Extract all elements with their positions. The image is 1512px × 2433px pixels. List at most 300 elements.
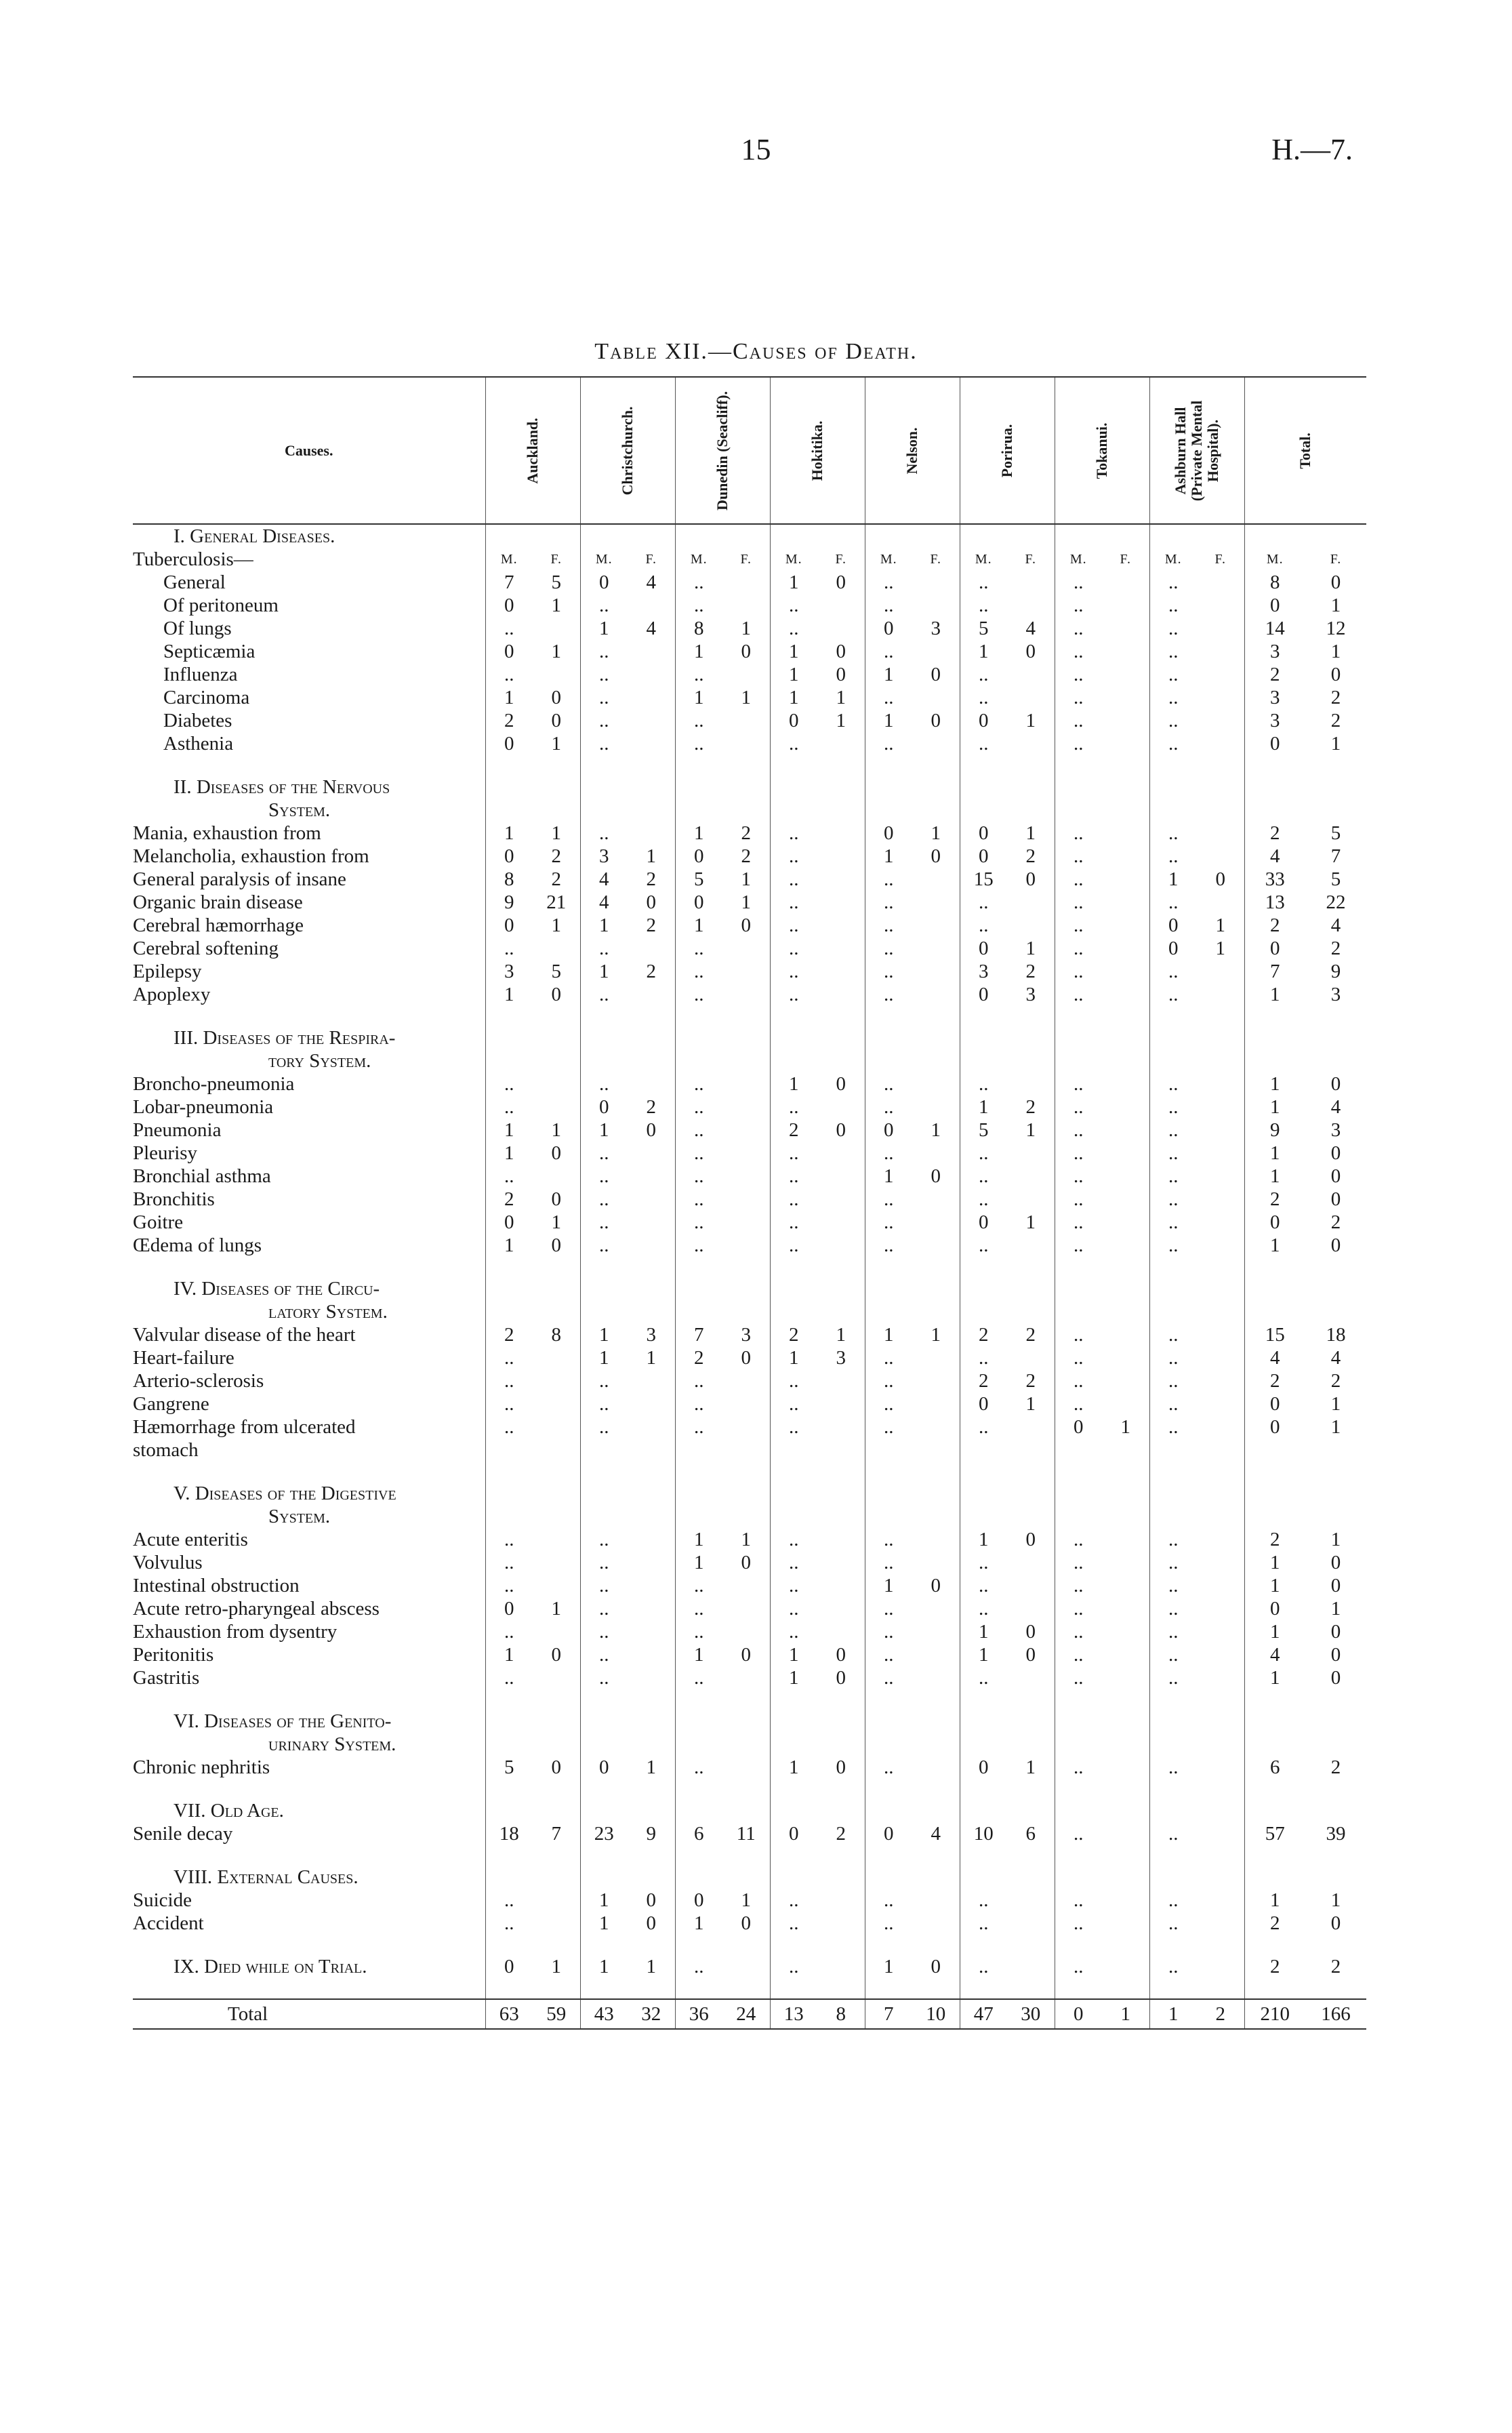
- male-count-cell: ..: [865, 1369, 912, 1392]
- female-count-cell: [817, 983, 865, 1006]
- female-count-cell: [722, 1119, 770, 1142]
- table-row: [133, 1095, 1366, 1119]
- empty-cell: [1055, 799, 1102, 822]
- table-row: [133, 709, 1366, 732]
- spacer-cell: [1305, 1935, 1366, 1955]
- male-count-cell: 1: [1244, 1620, 1305, 1643]
- empty-cell: [675, 799, 722, 822]
- empty-cell: [628, 1277, 675, 1300]
- female-count-cell: [628, 1415, 675, 1439]
- spacer-row: [133, 1462, 1366, 1482]
- male-count-cell: ..: [1055, 1528, 1102, 1551]
- empty-cell: [722, 1300, 770, 1323]
- male-count-cell: 5: [960, 617, 1007, 640]
- female-count-cell: 0: [551, 687, 561, 708]
- male-count-cell: ..: [960, 594, 1007, 617]
- spacer-cell: [1149, 1689, 1197, 1710]
- table-title-numeral: XII.: [665, 339, 708, 364]
- female-count-cell: [817, 1095, 865, 1119]
- spacer-cell: [722, 1935, 770, 1955]
- male-count-cell: 3: [485, 960, 533, 983]
- female-count-cell: 2: [1330, 1756, 1341, 1778]
- cause-label: Of lungs: [163, 618, 232, 639]
- female-count-cell: 1: [551, 733, 561, 755]
- female-count-cell: [1197, 1369, 1244, 1392]
- female-count-cell: [1007, 663, 1055, 686]
- female-count-cell: [1007, 1439, 1055, 1462]
- male-count-cell: ..: [485, 1666, 533, 1689]
- female-count-cell: [628, 1392, 675, 1415]
- male-count-cell: 1: [675, 822, 722, 845]
- male-count-cell: ..: [1055, 617, 1102, 640]
- male-count-cell: 0: [960, 845, 1007, 868]
- empty-cell: [580, 799, 628, 822]
- section-heading-row: [133, 1505, 1366, 1528]
- female-count-cell: 1: [741, 891, 751, 913]
- female-count-cell: 1: [836, 710, 846, 731]
- spacer-cell: [1055, 1935, 1102, 1955]
- spacer-cell: [912, 1257, 960, 1277]
- female-count-cell: 12: [1326, 618, 1346, 639]
- female-count-cell: [1007, 1666, 1055, 1689]
- female-count-cell: 2: [646, 914, 656, 936]
- male-count-cell: 36: [675, 1999, 722, 2029]
- spacer-cell: [1149, 1845, 1197, 1866]
- spacer-cell: [722, 1845, 770, 1866]
- female-count-cell: 0: [1330, 1644, 1341, 1666]
- female-count-cell: 1: [551, 595, 561, 616]
- empty-cell: [485, 1710, 533, 1733]
- female-count-cell: [1197, 1323, 1244, 1346]
- male-count-cell: 57: [1244, 1822, 1305, 1845]
- female-count-cell: [1197, 1211, 1244, 1234]
- female-count-cell: 1: [1330, 1889, 1341, 1911]
- female-count-cell: [817, 1165, 865, 1188]
- male-count-cell: ..: [865, 1095, 912, 1119]
- male-count-cell: 0: [865, 1822, 912, 1845]
- female-count-cell: [628, 1551, 675, 1574]
- cause-label: Heart-failure: [133, 1347, 234, 1369]
- male-count-cell: ..: [1149, 1211, 1197, 1234]
- cause-label: Hæmorrhage from ulcerated: [133, 1416, 356, 1438]
- empty-cell: [1305, 1049, 1366, 1072]
- male-count-cell: 10: [960, 1822, 1007, 1845]
- empty-cell: [1149, 776, 1197, 799]
- male-count-cell: ..: [960, 663, 1007, 686]
- male-count-cell: 0: [960, 1211, 1007, 1234]
- female-count-cell: 0: [741, 1552, 751, 1573]
- spacer-row: [133, 1845, 1366, 1866]
- empty-cell: [1244, 1482, 1305, 1505]
- female-count-cell: 2: [1330, 1370, 1341, 1392]
- female-count-cell: [722, 732, 770, 755]
- female-count-cell: 1: [1025, 1211, 1036, 1233]
- empty-cell: [912, 1049, 960, 1072]
- female-count-cell: 1: [1330, 1416, 1341, 1438]
- female-count-cell: [817, 1142, 865, 1165]
- empty-cell: [485, 1026, 533, 1049]
- empty-cell: [675, 1277, 722, 1300]
- male-count-cell: 1: [485, 1643, 533, 1666]
- female-count-cell: 0: [1330, 664, 1341, 685]
- male-count-cell: 7: [865, 1999, 912, 2029]
- spacer-cell: [722, 1257, 770, 1277]
- spacer-cell: [960, 1462, 1007, 1482]
- spacer-cell: [722, 1779, 770, 1799]
- female-count-cell: [533, 1392, 580, 1415]
- empty-cell: [533, 799, 580, 822]
- female-count-cell: [1102, 1889, 1149, 1912]
- empty-cell: [912, 1710, 960, 1733]
- empty-cell: [628, 1300, 675, 1323]
- empty-cell: [817, 1799, 865, 1822]
- female-count-cell: [1007, 891, 1055, 914]
- female-count-cell: [1197, 1756, 1244, 1779]
- spacer-cell: [1149, 1935, 1197, 1955]
- male-count-cell: ..: [580, 640, 628, 663]
- male-count-cell: 0: [485, 1955, 533, 1978]
- female-count-cell: 3: [1330, 1119, 1341, 1141]
- female-count-cell: 0: [1025, 1644, 1036, 1666]
- spacer-cell: [912, 755, 960, 776]
- male-count-cell: ..: [960, 891, 1007, 914]
- male-count-cell: ..: [485, 1095, 533, 1119]
- male-count-cell: 1: [960, 1095, 1007, 1119]
- female-count-cell: 0: [1330, 571, 1341, 593]
- section-heading-row: [133, 1049, 1366, 1072]
- empty-cell: [865, 1300, 912, 1323]
- male-count-cell: ..: [1055, 732, 1102, 755]
- female-count-cell: [628, 663, 675, 686]
- cause-label: Volvulus: [133, 1552, 203, 1573]
- spacer-cell: [1197, 1006, 1244, 1026]
- male-count-cell: ..: [1055, 1889, 1102, 1912]
- spacer-cell: [1102, 1462, 1149, 1482]
- female-count-cell: [1197, 1643, 1244, 1666]
- male-count-cell: ..: [865, 1666, 912, 1689]
- male-count-cell: 1: [580, 1346, 628, 1369]
- spacer-cell: [770, 1845, 817, 1866]
- male-count-cell: [865, 1439, 912, 1462]
- spacer-cell: [533, 1779, 580, 1799]
- cause-label: Arterio-sclerosis: [133, 1370, 264, 1392]
- male-count-cell: 0: [1244, 1415, 1305, 1439]
- female-count-cell: [1007, 1574, 1055, 1597]
- cause-label: Chronic nephritis: [133, 1756, 270, 1778]
- empty-cell: [1244, 1733, 1305, 1756]
- male-count-cell: 4: [1244, 1346, 1305, 1369]
- male-count-cell: ..: [675, 1072, 722, 1095]
- female-count-cell: 0: [931, 1165, 941, 1187]
- female-count-cell: 3: [1330, 984, 1341, 1005]
- cause-label: Valvular disease of the heart: [133, 1324, 356, 1346]
- table-row: [133, 1439, 1366, 1462]
- male-count-cell: 3: [1244, 640, 1305, 663]
- empty-cell: [485, 1866, 533, 1889]
- spacer-row: [133, 1779, 1366, 1799]
- empty-cell: [912, 1300, 960, 1323]
- male-count-cell: [485, 1439, 533, 1462]
- section-heading-row: [133, 1300, 1366, 1323]
- female-count-cell: [722, 1142, 770, 1165]
- male-count-cell: ..: [1149, 1392, 1197, 1415]
- empty-cell: [912, 776, 960, 799]
- empty-cell: [1102, 1710, 1149, 1733]
- table-row: [133, 1551, 1366, 1574]
- male-count-cell: ..: [1149, 1574, 1197, 1597]
- spacer-cell: [960, 1006, 1007, 1026]
- cause-label: Mania, exhaustion from: [133, 822, 321, 844]
- female-count-cell: 2: [646, 1096, 656, 1118]
- empty-cell: [865, 776, 912, 799]
- male-count-cell: ..: [770, 983, 817, 1006]
- cause-label: Suicide: [133, 1889, 192, 1911]
- female-count-cell: [533, 937, 580, 960]
- spacer-cell: [533, 1935, 580, 1955]
- empty-cell: [1197, 1482, 1244, 1505]
- section-heading: IV. Diseases of the Circu-: [173, 1278, 380, 1300]
- male-count-cell: 2: [770, 1119, 817, 1142]
- male-count-cell: ..: [580, 822, 628, 845]
- spacer-cell: [1007, 1257, 1055, 1277]
- table-row: [133, 1597, 1366, 1620]
- female-count-cell: 1: [1025, 710, 1036, 731]
- female-count-cell: [817, 868, 865, 891]
- female-count-cell: [533, 1072, 580, 1095]
- female-count-cell: [628, 983, 675, 1006]
- spacer-cell: [675, 1779, 722, 1799]
- empty-cell: [533, 1866, 580, 1889]
- page-reference: H.—7.: [1271, 133, 1353, 166]
- section-heading: I. General Diseases.: [173, 525, 335, 547]
- spacer-cell: [865, 1689, 912, 1710]
- male-count-cell: 1: [580, 1323, 628, 1346]
- female-count-cell: 0: [741, 1347, 751, 1369]
- empty-cell: [1305, 1733, 1366, 1756]
- spacer-cell: [1055, 1779, 1102, 1799]
- female-count-cell: 2: [551, 845, 561, 867]
- male-count-cell: ..: [1149, 845, 1197, 868]
- male-count-cell: ..: [770, 1574, 817, 1597]
- male-count-cell: ..: [675, 1095, 722, 1119]
- male-count-cell: 1: [770, 1666, 817, 1689]
- female-count-cell: 0: [836, 664, 846, 685]
- male-count-cell: 13: [770, 1999, 817, 2029]
- female-count-cell: [1197, 732, 1244, 755]
- empty-cell: [960, 1482, 1007, 1505]
- male-count-cell: ..: [960, 1188, 1007, 1211]
- male-count-cell: ..: [960, 1889, 1007, 1912]
- spacer-cell: [1102, 1978, 1149, 1999]
- empty-cell: [817, 1710, 865, 1733]
- empty-cell: [1102, 1300, 1149, 1323]
- male-count-cell: ..: [675, 937, 722, 960]
- female-count-cell: 8: [551, 1324, 561, 1346]
- spacer-cell: [1102, 1935, 1149, 1955]
- male-count-cell: 1: [770, 686, 817, 709]
- empty-cell: [1197, 1277, 1244, 1300]
- empty-cell: [675, 1026, 722, 1049]
- female-count-cell: 0: [931, 1575, 941, 1596]
- male-count-cell: 1: [580, 914, 628, 937]
- male-count-cell: 1: [580, 617, 628, 640]
- empty-cell: [675, 1482, 722, 1505]
- male-count-cell: 1: [1244, 1234, 1305, 1257]
- female-count-cell: 1: [1330, 733, 1341, 755]
- female-count-cell: 1: [646, 1756, 656, 1778]
- male-count-cell: ..: [580, 1369, 628, 1392]
- table-row: [133, 594, 1366, 617]
- empty-cell: [533, 776, 580, 799]
- female-count-cell: 0: [646, 891, 656, 913]
- empty-cell: [1007, 1505, 1055, 1528]
- empty-cell: [1244, 799, 1305, 822]
- female-count-cell: [817, 617, 865, 640]
- empty-cell: [722, 776, 770, 799]
- empty-cell: [1149, 1710, 1197, 1733]
- male-count-cell: 0: [675, 845, 722, 868]
- spacer-cell: [770, 1006, 817, 1026]
- female-count-cell: 0: [551, 710, 561, 731]
- female-count-cell: 1: [1215, 938, 1225, 959]
- female-count-cell: 1: [1330, 1598, 1341, 1620]
- female-count-cell: [722, 1574, 770, 1597]
- female-count-cell: [912, 983, 960, 1006]
- empty-cell: [960, 1049, 1007, 1072]
- empty-cell: [770, 1505, 817, 1528]
- cause-label: Goitre: [133, 1211, 184, 1233]
- male-count-cell: ..: [1055, 1574, 1102, 1597]
- empty-cell: [722, 1277, 770, 1300]
- cause-label: Lobar-pneumonia: [133, 1096, 274, 1118]
- empty-cell: [722, 1505, 770, 1528]
- male-count-cell: ..: [770, 1165, 817, 1188]
- male-count-cell: ..: [865, 1072, 912, 1095]
- male-count-cell: 43: [580, 1999, 628, 2029]
- table-row: [133, 1574, 1366, 1597]
- male-count-cell: ..: [580, 1528, 628, 1551]
- empty-cell: [1007, 1710, 1055, 1733]
- empty-cell: [1244, 1505, 1305, 1528]
- empty-cell: [1007, 776, 1055, 799]
- male-count-cell: ..: [485, 1072, 533, 1095]
- male-count-cell: ..: [960, 914, 1007, 937]
- empty-cell: [1244, 776, 1305, 799]
- female-count-cell: [912, 1095, 960, 1119]
- column-header-institution: [1055, 377, 1149, 524]
- empty-cell: [1197, 776, 1244, 799]
- institution-name: Porirua.: [998, 424, 1015, 477]
- female-count-cell: [1102, 1165, 1149, 1188]
- male-count-cell: 1: [770, 1756, 817, 1779]
- female-count-cell: 1: [836, 1324, 846, 1346]
- male-count-cell: ..: [580, 594, 628, 617]
- female-count-cell: [1102, 663, 1149, 686]
- male-count-cell: ..: [1055, 1188, 1102, 1211]
- spacer-cell: [1055, 1689, 1102, 1710]
- female-count-cell: [722, 1620, 770, 1643]
- female-count-cell: [912, 1439, 960, 1462]
- female-count-cell: 2: [1330, 1956, 1341, 1977]
- table-row: [133, 845, 1366, 868]
- cause-label: Septicæmia: [163, 641, 256, 662]
- female-count-cell: 2: [1025, 1096, 1036, 1118]
- male-count-cell: ..: [675, 1756, 722, 1779]
- empty-cell: [1149, 1733, 1197, 1756]
- female-count-cell: [912, 594, 960, 617]
- empty-cell: [770, 776, 817, 799]
- causes-header: Causes.: [133, 377, 485, 524]
- female-label: F.: [1330, 552, 1342, 567]
- female-count-cell: [533, 1551, 580, 1574]
- female-count-cell: [1197, 1574, 1244, 1597]
- male-count-cell: ..: [770, 732, 817, 755]
- spacer-cell: [133, 1935, 485, 1955]
- empty-cell: [1055, 1799, 1102, 1822]
- female-count-cell: [1102, 868, 1149, 891]
- male-count-cell: 1: [675, 686, 722, 709]
- table-row: [133, 1234, 1366, 1257]
- female-count-cell: [817, 594, 865, 617]
- empty-cell: [912, 1277, 960, 1300]
- female-count-cell: [1102, 732, 1149, 755]
- empty-cell: [1149, 1866, 1197, 1889]
- spacer-cell: [865, 1257, 912, 1277]
- spacer-cell: [1149, 1779, 1197, 1799]
- male-count-cell: 1: [770, 640, 817, 663]
- female-count-cell: [1197, 594, 1244, 617]
- empty-cell: [675, 1505, 722, 1528]
- male-count-cell: 4: [580, 891, 628, 914]
- institution-name: Hokitika.: [809, 420, 825, 481]
- female-count-cell: 1: [551, 914, 561, 936]
- female-count-cell: [912, 868, 960, 891]
- female-count-cell: 0: [1215, 868, 1225, 890]
- female-count-cell: [1197, 1346, 1244, 1369]
- female-count-cell: [1197, 1119, 1244, 1142]
- female-count-cell: [912, 960, 960, 983]
- male-count-cell: ..: [770, 1551, 817, 1574]
- male-count-cell: ..: [865, 640, 912, 663]
- empty-cell: [1007, 1482, 1055, 1505]
- female-count-cell: 3: [836, 1347, 846, 1369]
- male-count-cell: 3: [1244, 686, 1305, 709]
- male-label: M.: [1149, 548, 1197, 571]
- empty-cell: [817, 1026, 865, 1049]
- female-count-cell: [817, 1369, 865, 1392]
- empty-cell: [770, 799, 817, 822]
- female-count-cell: [912, 1620, 960, 1643]
- female-count-cell: 2: [741, 845, 751, 867]
- section-heading: II. Diseases of the Nervous: [173, 776, 390, 798]
- spacer-cell: [770, 1689, 817, 1710]
- empty-cell: [960, 1733, 1007, 1756]
- spacer-cell: [485, 1935, 533, 1955]
- page-number: 15: [741, 133, 771, 166]
- spacer-cell: [1102, 1257, 1149, 1277]
- spacer-cell: [817, 1845, 865, 1866]
- male-count-cell: ..: [1149, 1369, 1197, 1392]
- empty-cell: [533, 1799, 580, 1822]
- male-count-cell: 7: [1244, 960, 1305, 983]
- empty-cell: [1149, 1300, 1197, 1323]
- empty-cell: [675, 1710, 722, 1733]
- female-count-cell: 166: [1305, 1999, 1366, 2029]
- male-count-cell: ..: [580, 1072, 628, 1095]
- empty-cell: [770, 1733, 817, 1756]
- empty-cell: [580, 1710, 628, 1733]
- empty-cell: [770, 1710, 817, 1733]
